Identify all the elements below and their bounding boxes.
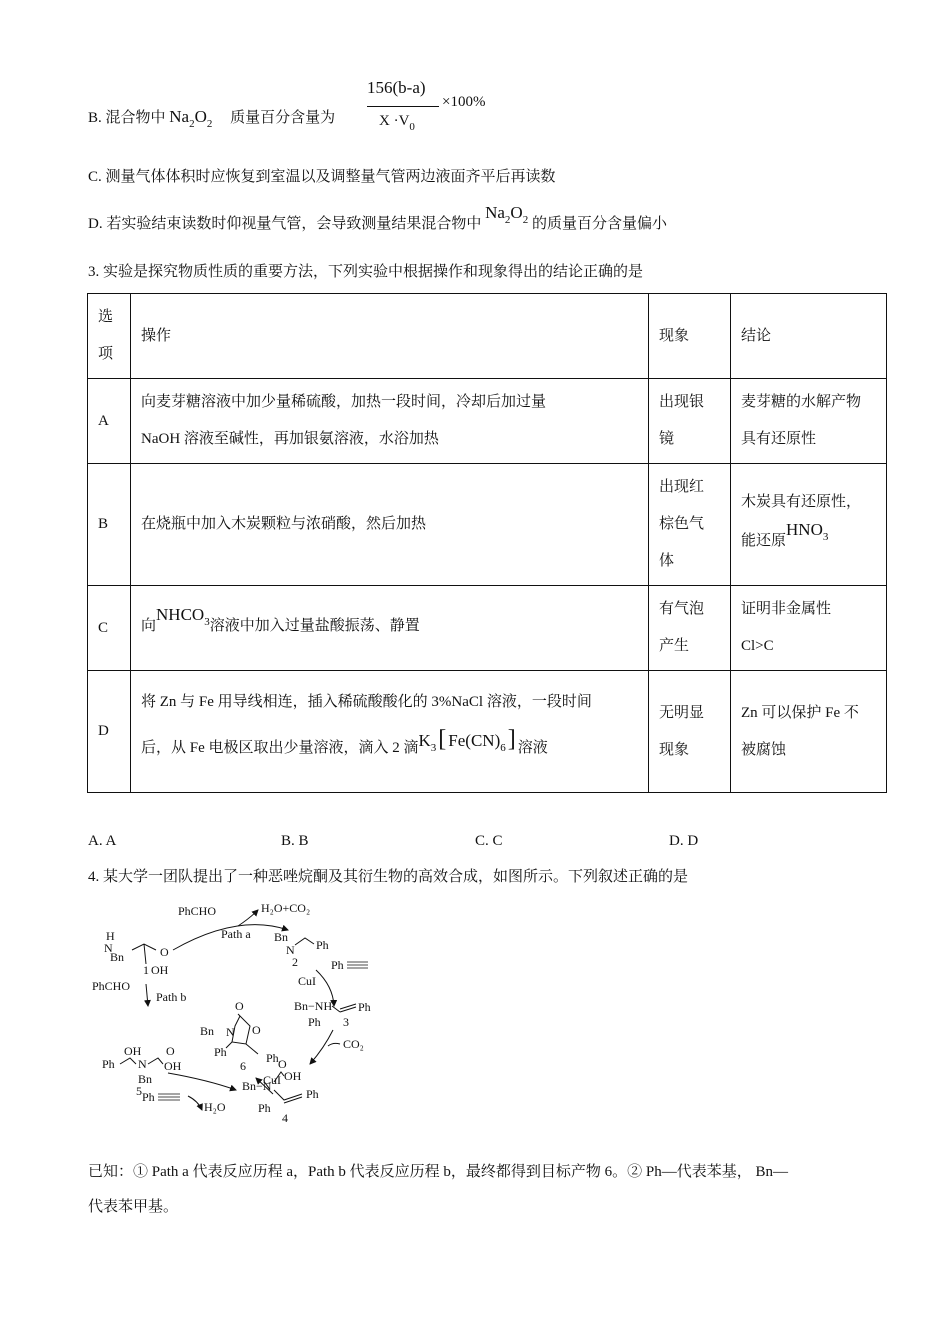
c5-ph: Ph	[102, 1057, 115, 1071]
hno3-formula	[786, 519, 829, 543]
ferricyanide-formula	[418, 726, 518, 754]
c3-bn-nh: Bn−NH	[294, 999, 333, 1013]
row-a-conclusion	[731, 379, 887, 464]
c5-oh-a: OH	[124, 1044, 142, 1058]
c4-ph-a: Ph	[258, 1101, 271, 1115]
formula-multiplier: ×100%	[442, 94, 486, 110]
row-a-concl-line2: 具有还原性	[741, 431, 817, 447]
row-c-op-prefix: 向	[141, 617, 157, 634]
table-row	[88, 379, 887, 464]
row-b-concl-prefix: 能还原	[741, 532, 787, 549]
step-3-to-4-arrow	[310, 1030, 333, 1064]
row-a-operation	[131, 379, 649, 464]
c4-o: O	[278, 1057, 287, 1071]
c6-bn: Bn	[200, 1024, 215, 1038]
c4-ph-b: Ph	[306, 1087, 319, 1101]
row-c-concl-line2: Cl>C	[741, 638, 774, 654]
right-bracket: ]	[507, 726, 516, 752]
table-header-row	[88, 294, 887, 379]
hno3-subscript: 3	[822, 530, 829, 543]
row-a-phen-line2: 镜	[659, 431, 675, 447]
q4-stem: 4. 某大学一团队提出了一种恶唑烷酮及其衍生物的高效合成，如图所示。下列叙述正确的是	[88, 869, 689, 885]
row-d-operation	[131, 671, 649, 793]
q2-option-b-prefix: B. 混合物中	[88, 110, 166, 126]
co2-reagent: CO₂	[343, 1037, 364, 1051]
c2-n: N	[286, 943, 295, 957]
q4-known-line2: 代表苯甲基。	[88, 1199, 179, 1215]
row-a-option: A	[88, 379, 131, 464]
q2-option-d	[88, 203, 667, 240]
o-symbol: O	[194, 107, 207, 126]
c1-oh: OH	[151, 963, 169, 977]
phenylacetylene-a: Ph	[331, 958, 344, 972]
row-d-option: D	[88, 671, 131, 793]
q2-option-b	[88, 107, 335, 134]
c1-bonds	[132, 944, 156, 964]
denominator-subscript: 0	[409, 121, 415, 133]
nhco3-formula	[156, 604, 210, 628]
choice-a: A. A	[88, 833, 117, 849]
compound-3	[294, 999, 371, 1029]
row-d-op-prefix: 后，从 Fe 电极区取出少量溶液，滴入 2 滴	[141, 740, 419, 756]
formula-denominator	[379, 113, 415, 133]
path-a-label: Path a	[221, 927, 251, 941]
row-d-concl-line2: 被腐蚀	[741, 741, 787, 758]
q2-option-b-suffix: 质量百分含量为	[230, 110, 336, 126]
c6-ph-a: Ph	[214, 1045, 227, 1059]
row-b-operation: 在烧瓶中加入木炭颗粒与浓硝酸，然后加热	[131, 464, 649, 586]
row-c-phen-line2: 产生	[659, 638, 690, 654]
c6-ring-o: O	[252, 1023, 261, 1037]
c3-bonds	[332, 1004, 356, 1012]
o-subscript-d: 2	[522, 214, 529, 226]
cui-path-a: CuI	[298, 974, 316, 988]
choice-b: B. B	[281, 833, 309, 849]
c4-oh: OH	[284, 1069, 302, 1083]
c5-bn: Bn	[138, 1072, 153, 1086]
cui-path-b: CuI	[263, 1073, 281, 1087]
row-b-option: B	[88, 464, 131, 586]
table-row	[88, 464, 887, 586]
q3-stem: 3. 实验是探究物质性质的重要方法，下列实验中根据操作和现象得出的结论正确的是	[88, 264, 644, 280]
row-c-op-suffix: 溶液中加入过量盐酸振荡、静置	[209, 617, 420, 634]
row-b-phen-line1: 出现红	[659, 479, 705, 495]
fe-cn-symbol: Fe(CN)	[448, 731, 501, 750]
c5-o: O	[166, 1044, 175, 1058]
mass-percent-formula	[367, 78, 517, 138]
na-symbol: Na	[169, 107, 190, 126]
q2-option-d-prefix: D. 若实验结束读数时仰视量气管，会导致测量结果混合物中	[88, 216, 482, 232]
compound-6	[200, 999, 279, 1073]
choice-d: D. D	[669, 833, 699, 849]
table-row	[88, 586, 887, 671]
c1-n: N	[104, 941, 113, 955]
c4-bn-n: Bn−N	[242, 1079, 272, 1093]
c1-h: H	[106, 929, 115, 943]
nhco-symbol: NHCO	[156, 604, 205, 624]
co2-in-arrow	[328, 1043, 340, 1046]
row-b-concl-line1: 木炭具有还原性，	[741, 493, 862, 510]
h2o-byproduct: H₂O	[204, 1100, 226, 1114]
row-a-op-line1: 向麦芽糖溶液中加少量稀硫酸，加热一段时间，冷却后加过量	[141, 394, 547, 410]
left-bracket: [	[438, 726, 447, 752]
row-a-phenomenon	[649, 379, 731, 464]
header-phenomenon: 现象	[649, 294, 731, 379]
row-d-concl-line1: Zn 可以保护 Fe 不	[741, 704, 859, 721]
row-d-phenomenon	[649, 671, 731, 793]
c6-label: 6	[240, 1059, 246, 1073]
c3-label: 3	[343, 1015, 349, 1029]
compound-1	[104, 929, 169, 977]
row-d-op-suffix: 溶液	[517, 740, 548, 756]
h2o-co2-byproduct: H₂O+CO₂	[261, 901, 311, 915]
o-symbol-d: O	[510, 203, 523, 222]
row-c-conclusion	[731, 586, 887, 671]
reaction-scheme	[88, 898, 398, 1130]
cn-subscript: 6	[500, 742, 506, 754]
c5-label: 5	[136, 1084, 142, 1098]
na-symbol-d: Na	[485, 203, 505, 222]
header-conclusion: 结论	[731, 294, 887, 379]
q3-experiment-table	[87, 293, 887, 793]
phcho-path-b: PhCHO	[92, 979, 131, 993]
c2-label: 2	[292, 955, 298, 969]
phcho-path-a: PhCHO	[178, 904, 217, 918]
row-b-concl-line2	[741, 521, 876, 566]
c6-n: N	[226, 1025, 235, 1039]
c1-o: O	[160, 945, 169, 959]
q4-known-line1: 已知：① Path a 代表反应历程 a，Path b 代表反应历程 b，最终都得到目标产物 6。② Ph—代表苯基， Bn—	[88, 1164, 789, 1180]
step-5-to-4-arrow	[168, 1073, 236, 1090]
row-a-op-line2: NaOH 溶液至碱性，再加银氨溶液，水浴加热	[141, 431, 439, 447]
hno-symbol: HNO	[786, 519, 823, 539]
row-d-conclusion	[731, 671, 887, 793]
nhco3-subscript: 3	[204, 615, 210, 628]
c4-label: 4	[282, 1111, 288, 1125]
na2o2-formula	[169, 107, 213, 130]
row-d-op-line2	[141, 720, 638, 779]
c3-ph-a: Ph	[308, 1015, 321, 1029]
phenylacetylene-b: Ph	[142, 1090, 155, 1104]
c3-ph-b: Ph	[358, 1000, 371, 1014]
row-c-phen-line1: 有气泡	[659, 601, 705, 617]
q2-option-d-suffix: 的质量百分含量偏小	[531, 216, 667, 232]
k-subscript: 3	[430, 742, 437, 754]
c5-n: N	[138, 1057, 147, 1071]
row-b-phen-line2: 棕色气	[659, 516, 705, 532]
row-a-phen-line1: 出现银	[659, 394, 705, 410]
path-b-arrow	[146, 984, 148, 1006]
compound-2	[274, 930, 329, 969]
row-c-concl-line1: 证明非金属性	[741, 601, 832, 617]
na2o2-formula-d	[485, 203, 529, 226]
c2-bonds	[295, 938, 314, 945]
row-c-phenomenon	[649, 586, 731, 671]
header-operation: 操作	[131, 294, 649, 379]
table-row	[88, 671, 887, 793]
o-subscript: 2	[206, 118, 213, 130]
header-option	[88, 294, 131, 379]
path-b-label: Path b	[156, 990, 187, 1004]
alkyne-b-bond	[158, 1094, 180, 1100]
k-symbol: K	[418, 731, 431, 750]
fraction-bar	[367, 106, 439, 107]
row-a-concl-line1: 麦芽糖的水解产物	[741, 394, 862, 410]
row-b-conclusion	[731, 464, 887, 586]
row-c-option: C	[88, 586, 131, 671]
c6-carbonyl-o: O	[235, 999, 244, 1013]
header-option-line1: 选	[98, 309, 114, 325]
row-b-phenomenon	[649, 464, 731, 586]
denominator-text: X ·V	[379, 113, 410, 129]
header-option-line2: 项	[98, 346, 114, 362]
row-d-phen-line2: 现象	[659, 741, 690, 758]
choice-c: C. C	[475, 833, 503, 849]
c5-oh-b: OH	[164, 1059, 182, 1073]
water-out-arrow	[188, 1096, 202, 1110]
c2-bn: Bn	[274, 930, 289, 944]
q2-option-c: C. 测量气体体积时应恢复到室温以及调整量气管两边液面齐平后再读数	[88, 169, 556, 185]
byproduct-arrow	[238, 910, 258, 926]
na-subscript: 2	[189, 118, 195, 130]
row-c-operation	[131, 586, 649, 671]
formula-numerator: 156(b-a)	[367, 78, 426, 97]
c1-label: 1	[143, 963, 149, 977]
alkyne-a-bond	[347, 962, 368, 968]
row-b-phen-line3: 体	[659, 553, 675, 569]
na-subscript-d: 2	[504, 214, 511, 226]
row-d-phen-line1: 无明显	[659, 704, 705, 721]
c2-ph: Ph	[316, 938, 329, 952]
compound-4	[242, 1057, 319, 1125]
c1-bn: Bn	[110, 950, 125, 964]
row-d-op-line1: 将 Zn 与 Fe 用导线相连，插入稀硫酸酸化的 3%NaCl 溶液，一段时间	[141, 694, 592, 710]
c6-ph-b: Ph	[266, 1051, 279, 1065]
